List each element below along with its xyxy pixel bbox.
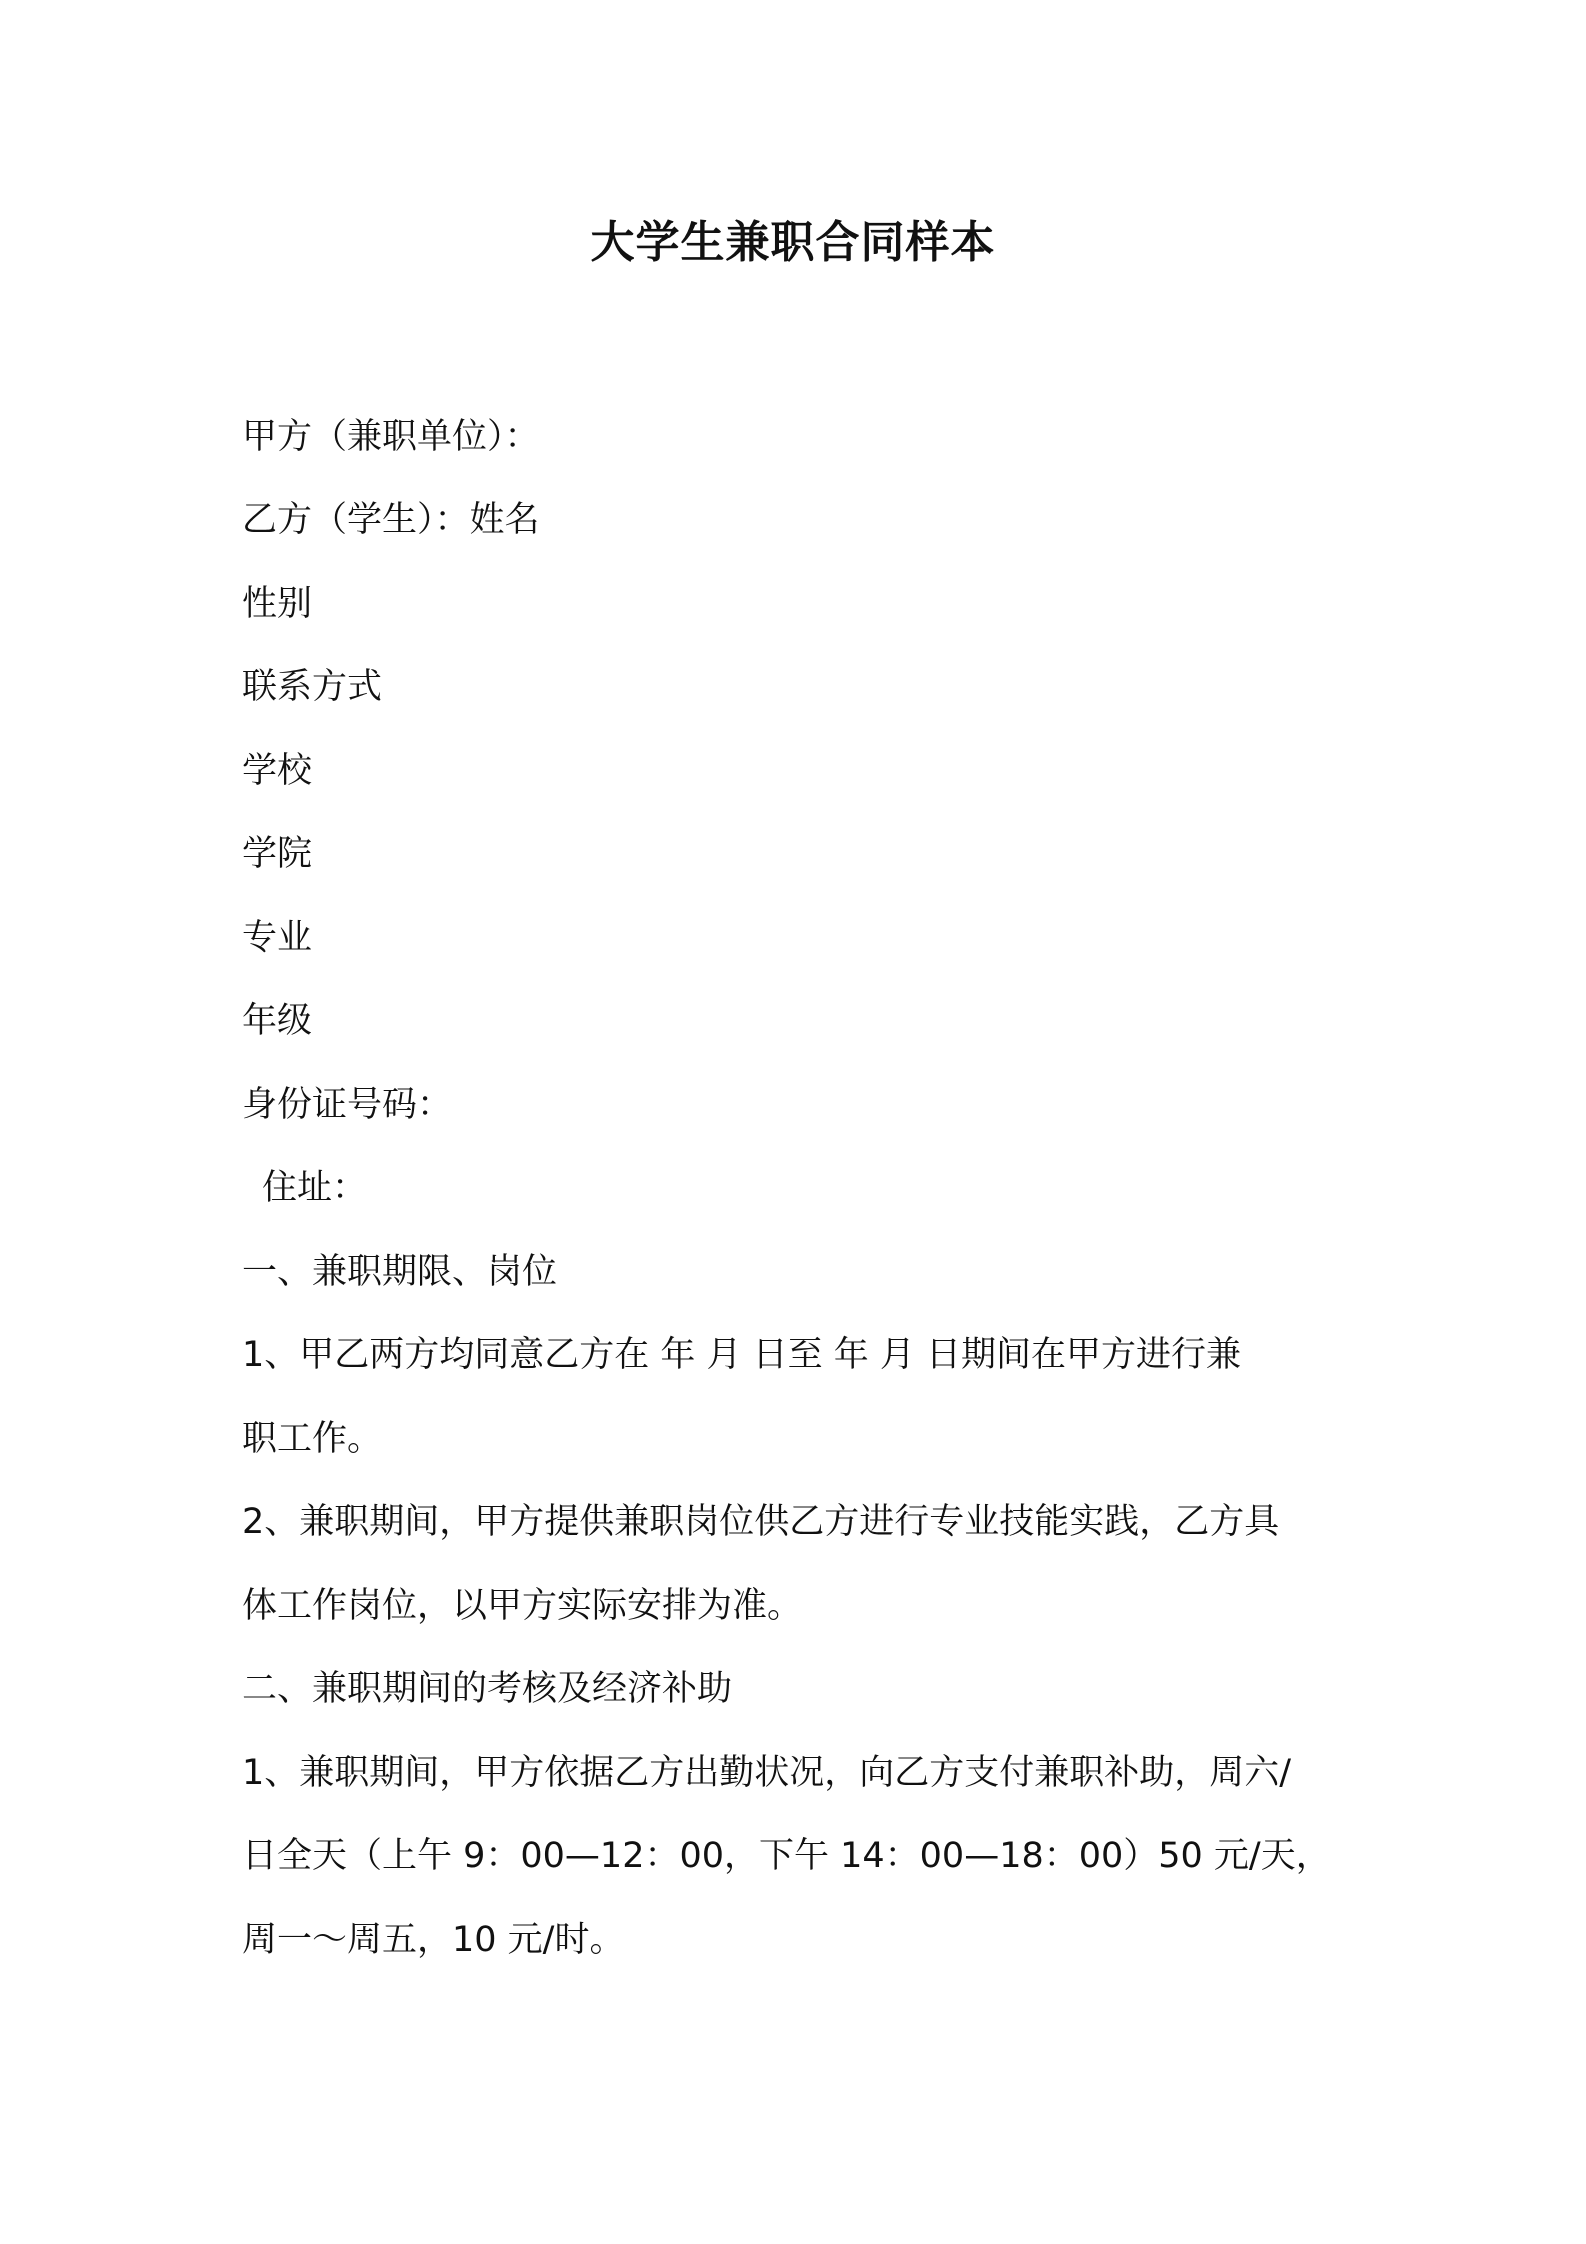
clause-1-1-line-1: 1、甲乙两方均同意乙方在 年 月 日至 年 月 日期间在甲方进行兼 bbox=[242, 1335, 1242, 1375]
section-1-heading: 一、兼职期限、岗位 bbox=[242, 1252, 558, 1292]
clause-1-1-line-2: 职工作。 bbox=[242, 1419, 383, 1459]
clause-2-1-line-1: 1、兼职期间，甲方依据乙方出勤状况，向乙方支付兼职补助，周六/ bbox=[242, 1753, 1292, 1793]
address-line: 住址： bbox=[262, 1168, 368, 1208]
party-a-line: 甲方（兼职单位）： bbox=[242, 417, 540, 457]
contact-line: 联系方式 bbox=[242, 667, 383, 707]
clause-2-1-line-2: 日全天（上午 9：00—12：00，下午 14：00—18：00）50 元/天， bbox=[242, 1836, 1331, 1876]
major-line: 专业 bbox=[242, 918, 313, 958]
school-line: 学校 bbox=[242, 751, 313, 791]
id-number-line: 身份证号码： bbox=[242, 1085, 453, 1125]
clause-1-2-line-1: 2、兼职期间，甲方提供兼职岗位供乙方进行专业技能实践，乙方具 bbox=[242, 1502, 1280, 1542]
party-b-name-line: 乙方（学生）：姓名 bbox=[242, 500, 540, 540]
clause-1-2-line-2: 体工作岗位，以甲方实际安排为准。 bbox=[242, 1586, 803, 1626]
college-line: 学院 bbox=[242, 834, 313, 874]
grade-line: 年级 bbox=[242, 1001, 313, 1041]
section-2-heading: 二、兼职期间的考核及经济补助 bbox=[242, 1669, 733, 1709]
document-title: 大学生兼职合同样本 bbox=[590, 217, 996, 268]
gender-line: 性别 bbox=[242, 584, 313, 624]
clause-2-1-line-3: 周一～周五，10 元/时。 bbox=[242, 1920, 625, 1960]
